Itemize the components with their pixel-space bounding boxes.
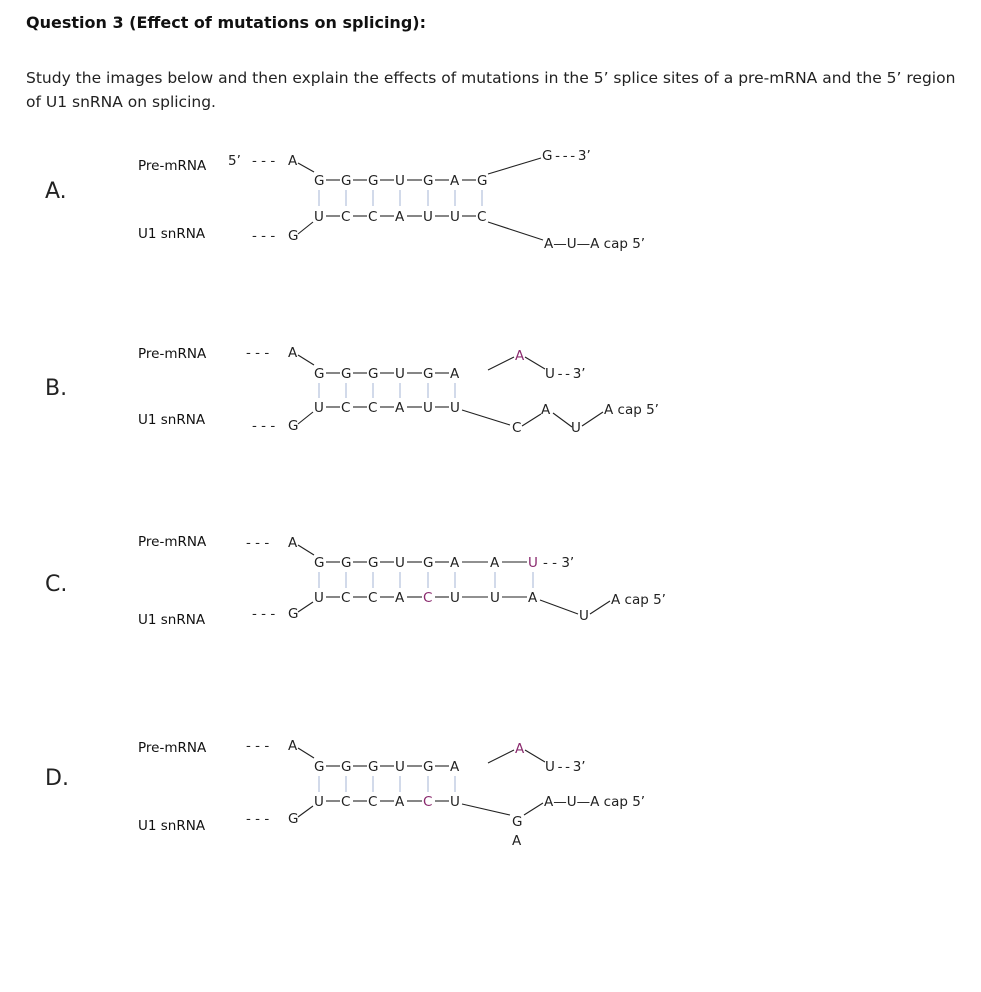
nucleotide: G xyxy=(423,173,434,189)
nucleotide: G xyxy=(477,173,488,189)
nucleotide: G xyxy=(368,759,379,775)
nucleotide: U xyxy=(423,209,433,225)
premrna-start: A xyxy=(288,535,298,551)
panel-b xyxy=(45,345,659,436)
bond xyxy=(298,602,313,612)
hydrogen-bonds xyxy=(319,776,455,792)
nucleotide: G xyxy=(314,555,325,571)
u1-snrna-label: U1 snRNA xyxy=(138,818,206,834)
nucleotide: A xyxy=(395,400,405,416)
nucleotide: U xyxy=(450,209,460,225)
premrna-label: Pre-mRNA xyxy=(138,158,207,174)
nucleotide: G xyxy=(423,555,434,571)
bond xyxy=(525,357,545,369)
u1-paired-strand xyxy=(314,590,538,606)
premrna-label: Pre-mRNA xyxy=(138,534,207,550)
nucleotide: C xyxy=(423,590,433,606)
premrna-start: A xyxy=(288,345,298,361)
premrna-paired-strand xyxy=(314,366,460,382)
u1-paired-strand xyxy=(314,209,486,225)
nucleotide: G xyxy=(314,759,325,775)
premrna-start: A xyxy=(288,738,298,754)
bond xyxy=(298,355,314,365)
u1-tail: A—U—A cap 5’ xyxy=(544,236,646,252)
loop-nucleotide: A xyxy=(515,741,525,757)
nucleotide: A xyxy=(395,794,405,810)
nucleotide: A xyxy=(450,759,460,775)
premrna-3prime: G - - - 3’ xyxy=(542,148,591,164)
bond xyxy=(488,222,543,240)
nucleotide: C xyxy=(368,400,378,416)
u1-tail: A cap 5’ xyxy=(604,402,659,418)
dash-gap: - - - xyxy=(252,418,276,434)
u1-start: G xyxy=(288,418,299,434)
bond xyxy=(298,222,313,234)
nucleotide: A xyxy=(395,590,405,606)
premrna-paired-strand xyxy=(314,759,460,775)
bond xyxy=(590,601,610,614)
premrna-3prime: - - 3’ xyxy=(543,555,575,571)
bond xyxy=(298,748,314,758)
bond xyxy=(298,545,314,555)
nucleotide: G xyxy=(368,173,379,189)
u1-snrna-label: U1 snRNA xyxy=(138,612,206,628)
panel-d xyxy=(45,738,645,849)
nucleotide: U xyxy=(395,759,405,775)
nucleotide: C xyxy=(368,209,378,225)
bond xyxy=(298,412,313,424)
bond xyxy=(553,413,572,427)
bond xyxy=(488,158,541,174)
nucleotide: G xyxy=(314,366,325,382)
u1-tail: A cap 5’ xyxy=(611,592,666,608)
nucleotide: C xyxy=(341,209,351,225)
nucleotide: C xyxy=(423,794,433,810)
loop-nucleotide: A xyxy=(515,348,525,364)
premrna-paired-strand xyxy=(314,555,538,571)
premrna-3prime: U - - 3’ xyxy=(545,759,586,775)
premrna-5prime: 5’ xyxy=(228,153,241,169)
nucleotide: C xyxy=(477,209,487,225)
nucleotide: A xyxy=(450,366,460,382)
question-title: Question 3 (Effect of mutations on splicing): xyxy=(26,13,426,32)
bond xyxy=(462,804,510,815)
nucleotide: G xyxy=(341,366,352,382)
u1-start: G xyxy=(288,811,299,827)
nucleotide: G xyxy=(341,759,352,775)
premrna-paired-strand xyxy=(314,173,487,189)
bond xyxy=(540,600,578,614)
nucleotide: U xyxy=(314,794,324,810)
nucleotide: U xyxy=(450,400,460,416)
nucleotide: U xyxy=(528,555,538,571)
nucleotide: C xyxy=(341,400,351,416)
nucleotide: U xyxy=(314,400,324,416)
nucleotide: C xyxy=(368,794,378,810)
nucleotide: A xyxy=(528,590,538,606)
nucleotide: U xyxy=(395,366,405,382)
panel-letter: D. xyxy=(45,766,69,791)
hydrogen-bonds xyxy=(319,190,482,206)
nucleotide: G xyxy=(368,555,379,571)
nucleotide: C xyxy=(368,590,378,606)
hydrogen-bonds xyxy=(319,383,455,398)
nucleotide: U xyxy=(395,555,405,571)
dash-gap: - - - xyxy=(252,606,276,622)
nucleotide: G xyxy=(423,366,434,382)
nucleotide: C xyxy=(341,590,351,606)
u1-snrna-label: U1 snRNA xyxy=(138,412,206,428)
u1-paired-strand xyxy=(314,400,460,416)
bond xyxy=(488,750,514,763)
loop-nucleotide: A xyxy=(541,402,551,418)
nucleotide: A xyxy=(450,555,460,571)
loop-nucleotide: C xyxy=(512,420,522,436)
u1-snrna-label: U1 snRNA xyxy=(138,226,206,242)
bulge-nucleotide: A xyxy=(512,833,522,849)
nucleotide: A xyxy=(450,173,460,189)
bulge-nucleotide: G xyxy=(512,814,523,830)
dash-gap: - - - xyxy=(252,153,276,169)
nucleotide: U xyxy=(314,590,324,606)
bond xyxy=(298,163,314,172)
nucleotide: U xyxy=(314,209,324,225)
dash-gap: - - - xyxy=(252,228,276,244)
nucleotide: G xyxy=(341,555,352,571)
panel-letter: C. xyxy=(45,572,68,597)
u1-start: G xyxy=(288,228,299,244)
bond xyxy=(524,803,543,815)
nucleotide: A xyxy=(395,209,405,225)
bond xyxy=(582,412,603,426)
premrna-label: Pre-mRNA xyxy=(138,740,207,756)
nucleotide: U xyxy=(423,400,433,416)
dash-gap: - - - xyxy=(246,345,270,361)
u1-start: G xyxy=(288,606,299,622)
panel-c xyxy=(45,534,666,628)
bond xyxy=(462,410,510,425)
panel-a xyxy=(45,148,645,252)
nucleotide: G xyxy=(368,366,379,382)
premrna-label: Pre-mRNA xyxy=(138,346,207,362)
bond xyxy=(298,806,313,817)
nucleotide: G xyxy=(314,173,325,189)
bond xyxy=(488,357,514,370)
loop-nucleotide: U xyxy=(571,420,581,436)
nucleotide: C xyxy=(341,794,351,810)
bond xyxy=(525,750,545,762)
panel-letter: A. xyxy=(45,179,67,204)
dash-gap: - - - xyxy=(246,535,270,551)
panel-letter: B. xyxy=(45,376,68,401)
hydrogen-bonds xyxy=(319,572,533,588)
premrna-start: A xyxy=(288,153,298,169)
dash-gap: - - - xyxy=(246,738,270,754)
question-instructions: Study the images below and then explain the effects of mutations in the 5’ splice sites of a pre-mRNA and the 5’ region of U1 snRNA on splicing. xyxy=(26,69,956,111)
bond xyxy=(522,414,541,426)
dash-gap: - - - xyxy=(246,811,270,827)
nucleotide: U xyxy=(450,794,460,810)
nucleotide: U xyxy=(450,590,460,606)
nucleotide: U xyxy=(490,590,500,606)
nucleotide: A xyxy=(490,555,500,571)
u1-tail: A—U—A cap 5’ xyxy=(544,794,646,810)
u1-paired-strand xyxy=(314,794,460,810)
loop-nucleotide: U xyxy=(579,608,589,624)
nucleotide: G xyxy=(341,173,352,189)
nucleotide: G xyxy=(423,759,434,775)
nucleotide: U xyxy=(395,173,405,189)
premrna-3prime: U - - 3’ xyxy=(545,366,586,382)
